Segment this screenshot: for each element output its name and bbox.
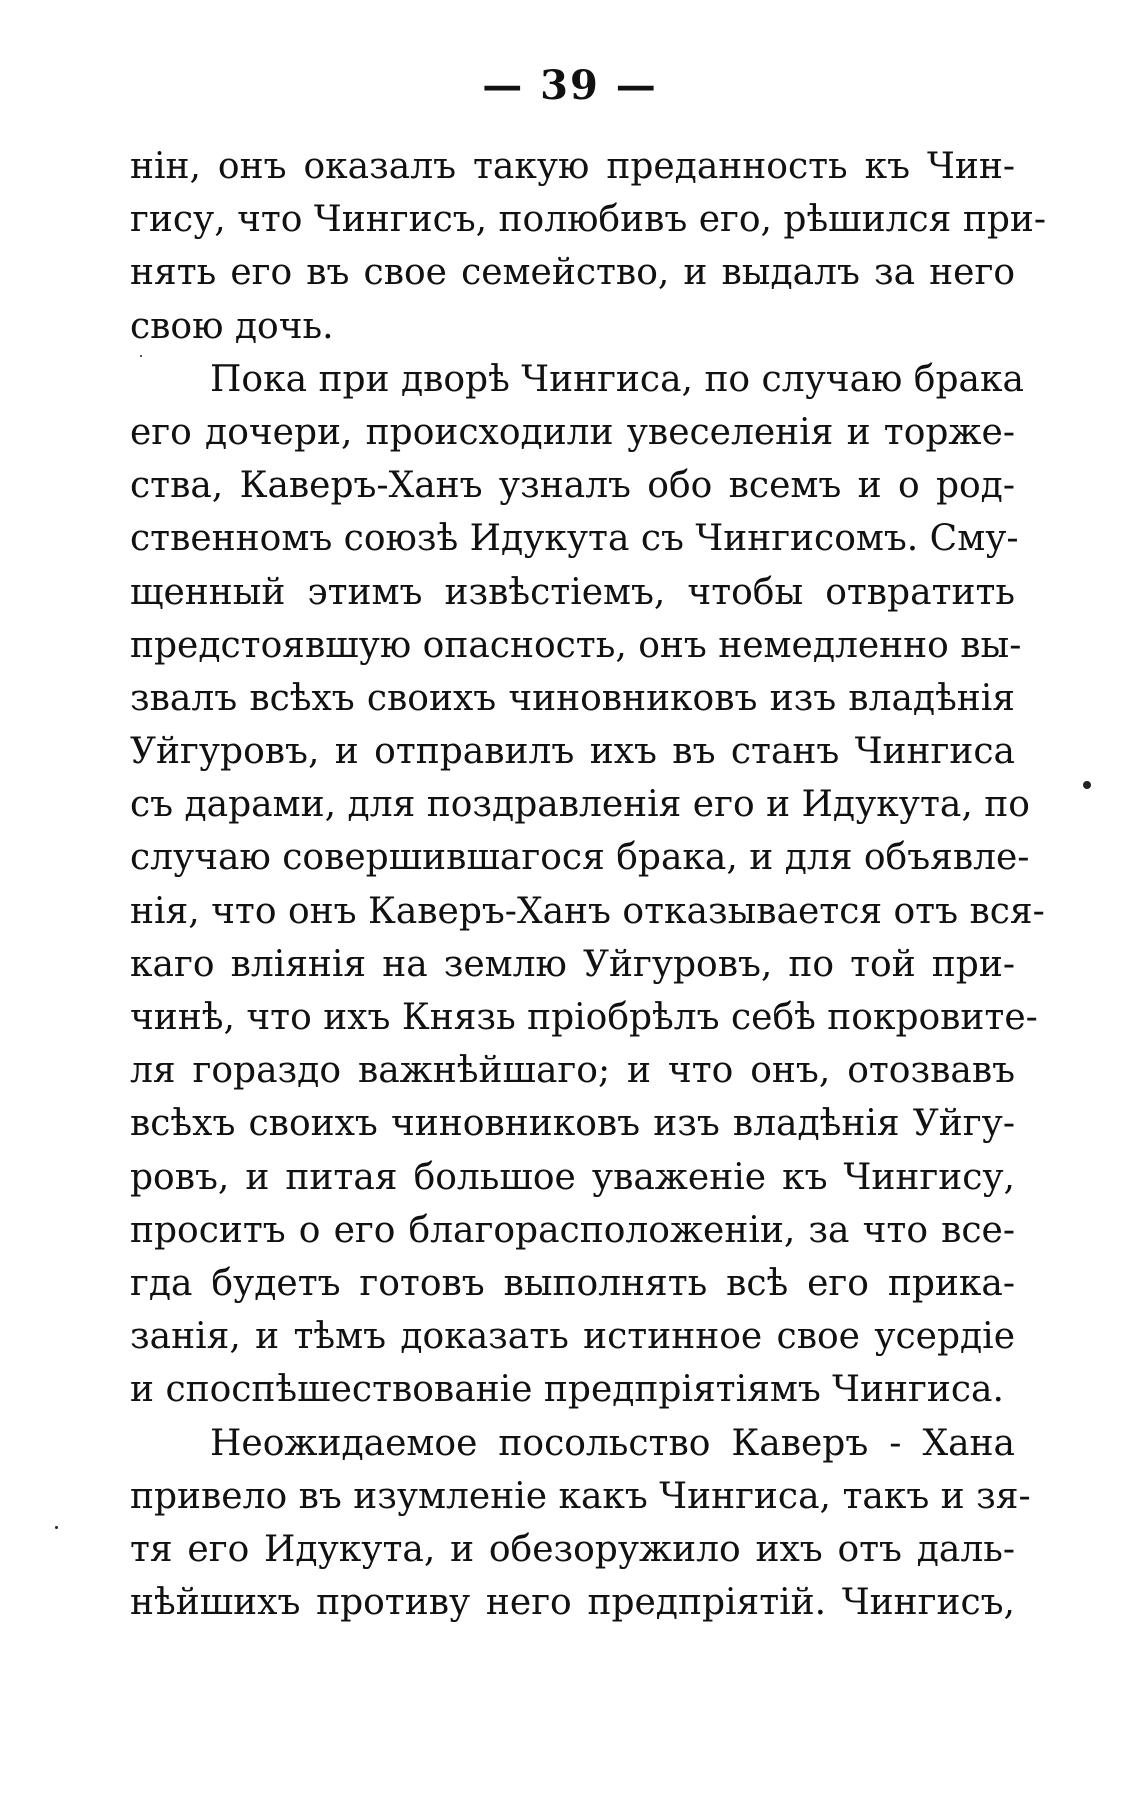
text-line: каго вліянія на землю Уйгуровъ, по той при- [130, 943, 1015, 985]
text-line: звалъ всѣхъ своихъ чиновниковъ изъ владѣнія [130, 677, 1015, 719]
text-line: случаю совершившагося брака, и для объявле- [130, 837, 1030, 879]
text-line: нін, онъ оказалъ такую преданность къ Чин- [130, 146, 1015, 187]
print-speck [140, 355, 142, 357]
text-line: и споспѣшествованіе предпріятіямъ Чингиса. [130, 1369, 1004, 1411]
text-line: ства, Каверъ-Ханъ узналъ обо всемъ и о род- [130, 465, 1015, 507]
text-line: всѣхъ своихъ чиновниковъ изъ владѣнія Уйгу- [130, 1103, 1015, 1145]
text-line: Неожидаемое посольство Каверъ - Хана [210, 1422, 1015, 1464]
text-line: нія, что онъ Каверъ-Ханъ отказывается отъ вся- [130, 890, 1045, 932]
text-line: нять его въ свое семейство, и выдалъ за него [130, 252, 1015, 294]
text-line: ровъ, и питая большое уваженіе къ Чингису, [130, 1156, 1015, 1198]
paragraph [130, 353, 1045, 1417]
text-line: гда будетъ готовъ выполнять всѣ его прика- [130, 1262, 1015, 1304]
text-line: ля гораздо важнѣйшаго; и что онъ, отозвавъ [130, 1050, 1015, 1092]
text-line: занія, и тѣмъ доказать истинное свое усердіе [130, 1316, 1015, 1358]
paragraph [130, 140, 1047, 353]
text-line: предстоявшую опасность, онъ немедленно вы- [130, 624, 1022, 666]
print-speck [1083, 781, 1091, 789]
text-line: щенный этимъ извѣстіемъ, чтобы отвратить [130, 571, 1015, 613]
text-line: тя его Идукута, и обезоружило ихъ отъ даль- [130, 1528, 1015, 1570]
text-line: его дочери, происходили увеселенія и торже- [130, 411, 1015, 453]
text-line: привело въ изумленіе какъ Чингиса, такъ и зя- [130, 1475, 1031, 1517]
body-text [130, 140, 1047, 1629]
print-speck [55, 1526, 58, 1529]
text-line: чинѣ, что ихъ Князь пріобрѣлъ себѣ покровите- [130, 997, 1038, 1038]
text-line: гису, что Чингисъ, полюбивъ его, рѣшился при- [130, 199, 1047, 241]
text-line: свою дочь. [130, 305, 334, 347]
text-line: нѣйшихъ противу него предпріятій. Чингисъ, [130, 1582, 1015, 1624]
page-number: — 39 — [482, 62, 658, 109]
text-line: проситъ о его благорасположеніи, за что все- [130, 1209, 1015, 1251]
text-line: Пока при дворѣ Чингиса, по случаю брака [210, 358, 1024, 400]
text-line: съ дарами, для поздравленія его и Идукута, по [130, 784, 1030, 826]
paragraph [130, 1417, 1031, 1630]
text-line: Уйгуровъ, и отправилъ ихъ въ станъ Чингиса [130, 731, 1015, 773]
text-line: ственномъ союзѣ Идукута съ Чингисомъ. Сму- [130, 518, 1019, 560]
